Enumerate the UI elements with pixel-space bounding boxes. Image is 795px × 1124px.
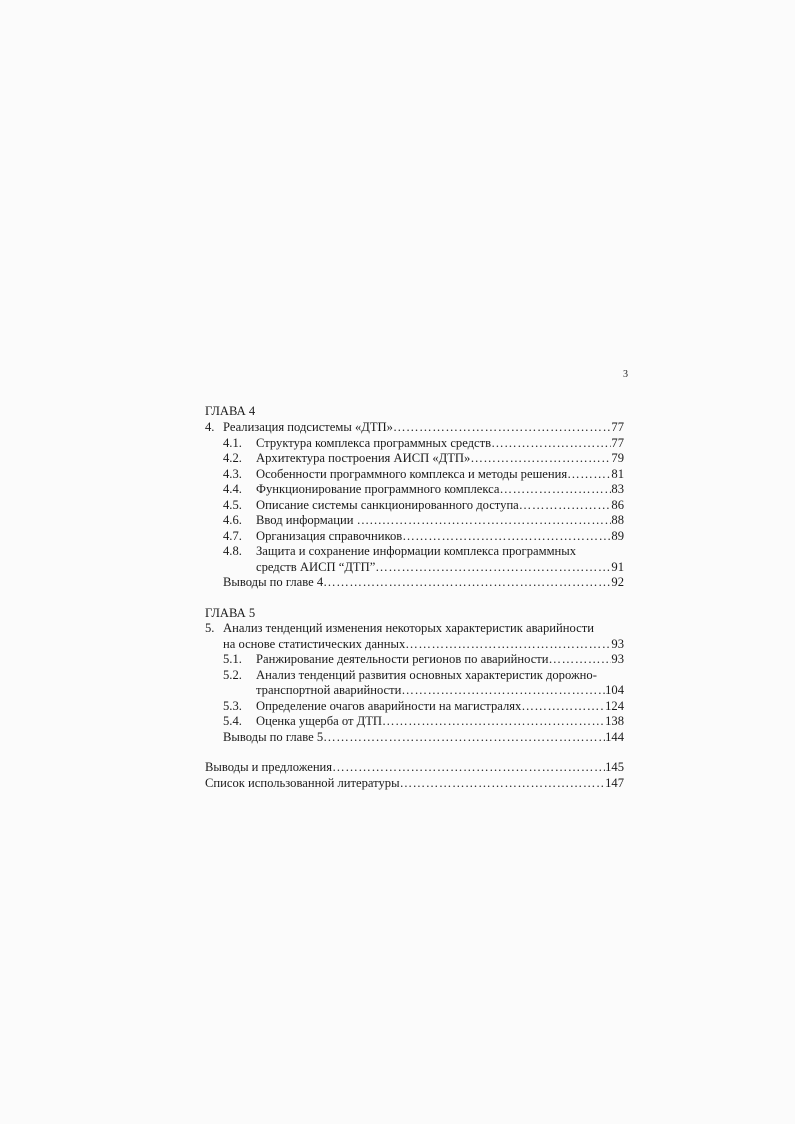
- final-page: 147: [605, 776, 624, 790]
- section-page: 89: [611, 529, 624, 543]
- section-page: 81: [611, 467, 624, 481]
- section-title: Особенности программного комплекса и методы решения: [256, 467, 568, 481]
- chapter-4-entry: [205, 420, 624, 435]
- section-title: Описание системы санкционированного доступа: [256, 498, 519, 512]
- section-page: 104: [605, 683, 624, 697]
- chapter-5-title-line1: Анализ тенденций изменения некоторых характеристик аварийности: [223, 621, 594, 635]
- conclusions-page: 92: [611, 575, 624, 589]
- leader-dots: [549, 652, 612, 667]
- leader-dots: [491, 436, 611, 451]
- toc-entry-4-7: [223, 529, 624, 544]
- section-number: 4.4.: [223, 482, 242, 496]
- leader-dots: [393, 420, 611, 435]
- section-page: 91: [611, 560, 624, 574]
- section-page: 93: [611, 652, 624, 666]
- leader-dots: [405, 637, 611, 652]
- leader-dots: [499, 482, 611, 497]
- section-number: 4.5.: [223, 498, 242, 512]
- section-number: 5.1.: [223, 652, 242, 666]
- section-number: 5.3.: [223, 699, 242, 713]
- section-title: Оценка ущерба от ДТП: [256, 714, 383, 728]
- leader-dots: [382, 714, 605, 729]
- chapter-5-title-line2: на основе статистических данных: [223, 637, 406, 651]
- page-number: 3: [623, 369, 628, 380]
- toc-entry-5-1: [223, 652, 624, 667]
- chapter-4-number: 4.: [205, 420, 215, 434]
- toc-entry-5-4: [223, 714, 624, 729]
- leader-dots: [400, 776, 606, 791]
- leader-dots: [402, 529, 611, 544]
- toc-entry-4-1: [223, 436, 624, 451]
- section-number: 4.6.: [223, 513, 242, 527]
- section-title: Структура комплекса программных средств: [256, 436, 492, 450]
- leader-dots: [375, 560, 611, 575]
- toc-entry-conclusions-4: [223, 575, 624, 590]
- leader-dots: [401, 683, 605, 698]
- toc-entry-4-5: [223, 498, 624, 513]
- toc-entry-references: [205, 776, 624, 791]
- chapter-4-page: 77: [611, 420, 624, 434]
- chapter-5-page: 93: [611, 637, 624, 651]
- section-title-line2: средств АИСП “ДТП”: [256, 560, 376, 574]
- toc-entry-5-3: [223, 699, 624, 714]
- section-title-line2: транспортной аварийности: [256, 683, 402, 697]
- chapter-5-entry: [205, 621, 624, 636]
- chapter-5-number: 5.: [205, 621, 215, 635]
- toc-entry-4-2: [223, 451, 624, 466]
- section-title: Определение очагов аварийности на магистралях: [256, 699, 522, 713]
- section-page: 124: [605, 699, 624, 713]
- leader-dots: [382, 513, 612, 528]
- leader-dots: [567, 467, 611, 482]
- final-title: Выводы и предложения: [205, 760, 333, 774]
- toc-entry-conclusions-5: [223, 730, 624, 745]
- section-page: 138: [605, 714, 624, 728]
- toc-entry-4-8: [223, 544, 624, 559]
- section-number: 4.1.: [223, 436, 242, 450]
- section-page: 88: [611, 513, 624, 527]
- section-number: 5.2.: [223, 668, 242, 682]
- toc-entry-4-8-cont: [256, 560, 624, 575]
- final-page: 145: [605, 760, 624, 774]
- toc-entry-5-2-cont: [256, 683, 624, 698]
- section-title-line1: Анализ тенденций развития основных характеристик дорожно-: [256, 668, 597, 682]
- section-number: 4.7.: [223, 529, 242, 543]
- conclusions-title: Выводы по главе 5: [223, 730, 324, 744]
- section-page: 86: [611, 498, 624, 512]
- section-title: Ввод информации ……: [256, 513, 382, 527]
- leader-dots: [521, 699, 605, 714]
- section-title: Организация справочников: [256, 529, 403, 543]
- toc-entry-4-4: [223, 482, 624, 497]
- section-page: 83: [611, 482, 624, 496]
- toc-entry-5-2: [223, 668, 624, 683]
- conclusions-page: 144: [605, 730, 624, 744]
- section-page: 77: [611, 436, 624, 450]
- chapter-5-heading: ГЛАВА 5: [205, 606, 256, 620]
- leader-dots: [323, 575, 611, 590]
- section-number: 4.3.: [223, 467, 242, 481]
- toc-entry-4-3: [223, 467, 624, 482]
- chapter-4-title: Реализация подсистемы «ДТП»: [223, 420, 393, 434]
- toc-entry-4-6: [223, 513, 624, 528]
- section-page: 79: [611, 451, 624, 465]
- section-number: 5.4.: [223, 714, 242, 728]
- leader-dots: [323, 730, 605, 745]
- final-title: Список использованной литературы: [205, 776, 400, 790]
- chapter-5-entry-cont: [223, 637, 624, 652]
- leader-dots: [470, 451, 611, 466]
- conclusions-title: Выводы по главе 4: [223, 575, 324, 589]
- toc-entry-conclusions-proposals: [205, 760, 624, 775]
- section-title: Архитектура построения АИСП «ДТП»: [256, 451, 471, 465]
- chapter-4-heading: ГЛАВА 4: [205, 404, 256, 418]
- section-number: 4.2.: [223, 451, 242, 465]
- section-title: Функционирование программного комплекса: [256, 482, 500, 496]
- section-title: Ранжирование деятельности регионов по аварийности: [256, 652, 549, 666]
- section-number: 4.8.: [223, 544, 242, 558]
- leader-dots: [332, 760, 605, 775]
- section-title-line1: Защита и сохранение информации комплекса программных: [256, 544, 577, 558]
- leader-dots: [519, 498, 612, 513]
